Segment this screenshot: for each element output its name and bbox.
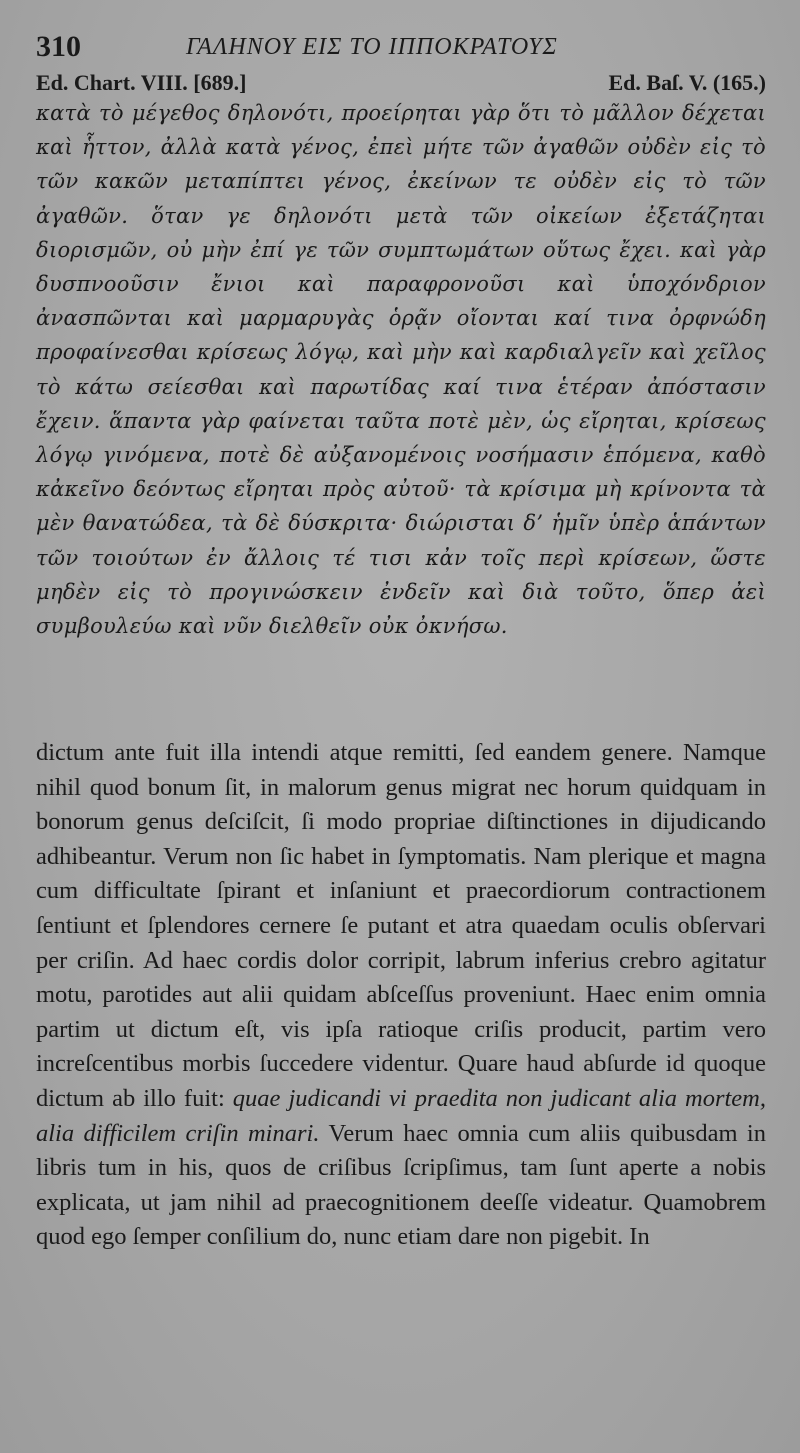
latin-text-part-1: dictum ante fuit illa intendi atque remitti, ſed eandem genere. Namque nihil quod bonum ſit, in malorum genus migrat nec horum quidquam in bonorum genus deſciſcit, ſi modo propriae diſtinctiones in dijudicando adhibeantur. Verum non ſic habet in ſymptomatis. Nam plerique et magna cum difficultate ſpirant et inſaniunt et praecordiorum contractionem ſentiunt et ſplendores cernere ſe putant et atra quaedam oculis obſervari per criſin. Ad haec cordis dolor corripit, labrum inferius crebro agitatur motu, parotides aut alii quidam abſceſſus proveniunt. Haec enim omnia partim ut dictum eſt, vis ipſa ratioque criſis producit, partim vero increſcentibus morbis ſuccedere videntur. Quare haud abſurde id quoque dictum ab illo fuit: (36, 739, 766, 1112)
greek-text-block: κατὰ τὸ μέγεθος δηλονότι, προείρηται γὰρ ὅτι τὸ μᾶλλον δέχεται καὶ ἧττον, ἀλλὰ κατὰ γένος, ἐπεὶ μήτε τῶν ἀγαθῶν οὐδὲν εἰς τὸ τῶν κακῶν μεταπίπτει γένος, ἐκείνων τε οὐδὲν εἰς τὸ τῶν ἀγαθῶν. ὅταν γε δηλονότι μετὰ τῶν οἰκείων ἐξετάζηται διορισμῶν, οὐ μὴν ἐπί γε τῶν συμπτωμάτων οὕτως ἔχει. καὶ γὰρ δυσπνοοῦσιν ἔνιοι καὶ παραφρονοῦσι καὶ ὑποχόνδριον ἀνασπῶνται καὶ μαρμαρυγὰς ὁρᾷν οἴονται καί τινα ὀρφνώδη προφαίνεσθαι κρίσεως λόγῳ, καὶ μὴν καὶ καρδιαλγεῖν καὶ χεῖλος τὸ κάτω σείεσθαι καὶ παρωτίδας καί τινα ἑτέραν ἀπόστασιν ἔχειν. ἅπαντα γὰρ φαίνεται ταῦτα ποτὲ μὲν, ὡς εἴρηται, κρίσεως λόγῳ γινόμενα, ποτὲ δὲ αὐξανομένοις νοσήμασιν ἑπόμενα, καθὸ κἀκεῖνο δεόντως εἴρηται πρὸς αὐτοῦ· τὰ κρίσιμα μὴ κρίνοντα τὰ μὲν θανατώδεα, τὰ δὲ δύσκριτα· διώρισται δ’ ἡμῖν ὑπὲρ ἁπάντων τῶν τοιούτων ἐν ἄλλοις τέ τισι κἀν τοῖς περὶ κρίσεων, ὥστε μηδὲν εἰς τὸ προγινώσκειν ἐνδεῖν καὶ διὰ τοῦτο, ὅπερ ἀεὶ συμβουλεύω καὶ νῦν διελθεῖν οὐκ ὀκνήσω. (36, 101, 766, 639)
edition-reference-line (36, 70, 766, 96)
page-header (36, 30, 766, 64)
latin-text-block (36, 736, 766, 1255)
running-title: ΓΑΛΗΝΟΥ ΕΙΣ ΤΟ ΙΠΠΟΚΡΑΤΟΥΣ (186, 34, 558, 60)
edition-chartier-reference: Ed. Chart. VIII. [689.] (36, 70, 247, 95)
page-number: 310 (36, 30, 81, 63)
latin-text-part-2: Verum haec omnia cum aliis quibusdam in libris tum in his, quos de criſibus ſcripſimus, tam ſunt aperte a nobis explicata, ut jam nihil ad praecognitionem deeſſe videatur. Quamobrem quod ego ſemper conſilium do, nunc etiam dare non pigebit. In (36, 1119, 766, 1251)
edition-basel-reference: Ed. Baſ. V. (165.) (608, 70, 766, 95)
latin-italic-quotation: quae judicandi vi praedita non judicant alia mortem, alia difficilem criſin minari. (36, 1084, 767, 1147)
